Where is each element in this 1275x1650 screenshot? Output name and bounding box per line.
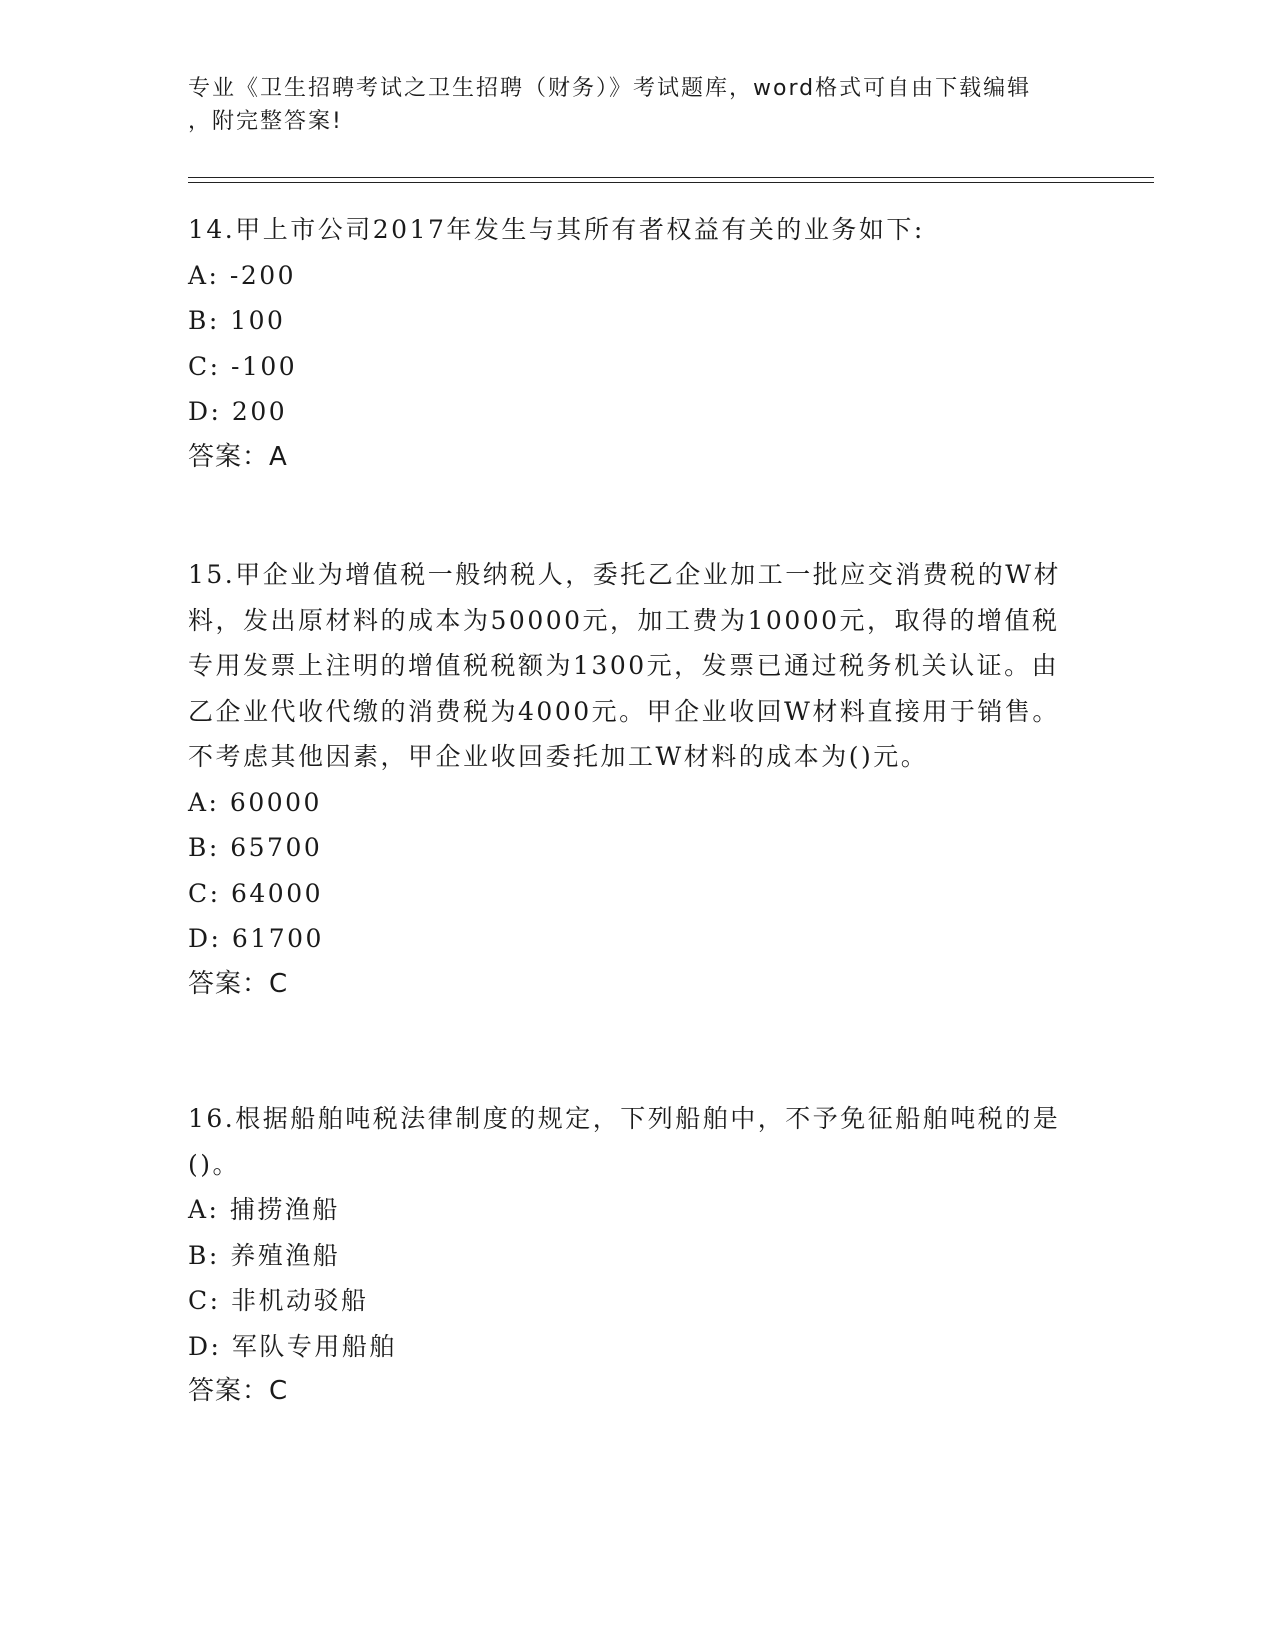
- header-line-2: ，附完整答案!: [188, 109, 343, 134]
- option-b: B: 100: [188, 306, 286, 335]
- option-d: D: 军队专用船舶: [188, 1331, 397, 1361]
- answer: 答案：C: [188, 968, 289, 999]
- header-line-1: 专业《卫生招聘考试之卫生招聘（财务）》考试题库，word格式可自由下载编辑: [188, 76, 1032, 101]
- question-stem: 15.甲企业为增值税一般纳税人，委托乙企业加工一批应交消费税的W材料，发出原材料的成本为50000元，加工费为10000元，取得的增值税专用发票上注明的增值税税额为1300元，发票已通过税务机关认证。由乙企业代收代缴的消费税为4000元。甲企业收回W材料直接用于销售。不考虑其他因素，甲企业收回委托加工W材料的成本为()元。: [188, 560, 1061, 771]
- header-divider-top: [188, 177, 1154, 178]
- question-14: [188, 207, 1068, 480]
- option-c: C: -100: [188, 351, 298, 381]
- option-a: A: -200: [188, 260, 297, 290]
- option-b: B: 65700: [188, 833, 323, 862]
- option-c: C: 64000: [188, 878, 324, 908]
- option-b: B: 养殖渔船: [188, 1240, 341, 1270]
- option-a: A: 60000: [188, 787, 322, 817]
- question-stem: 14.甲上市公司2017年发生与其所有者权益有关的业务如下:: [188, 215, 925, 244]
- option-c: C: 非机动驳船: [188, 1286, 369, 1315]
- question-15: [188, 552, 1068, 1007]
- answer: 答案：C: [188, 1376, 289, 1406]
- question-16: [188, 1096, 1068, 1415]
- answer: 答案：A: [188, 441, 288, 472]
- document-header: [188, 72, 1088, 138]
- option-d: D: 61700: [188, 924, 324, 953]
- option-a: A: 捕捞渔船: [188, 1195, 340, 1224]
- header-divider-bottom: [188, 182, 1154, 183]
- question-stem: 16.根据船舶吨税法律制度的规定，下列船舶中，不予免征船舶吨税的是()。: [188, 1104, 1061, 1179]
- option-d: D: 200: [188, 397, 288, 426]
